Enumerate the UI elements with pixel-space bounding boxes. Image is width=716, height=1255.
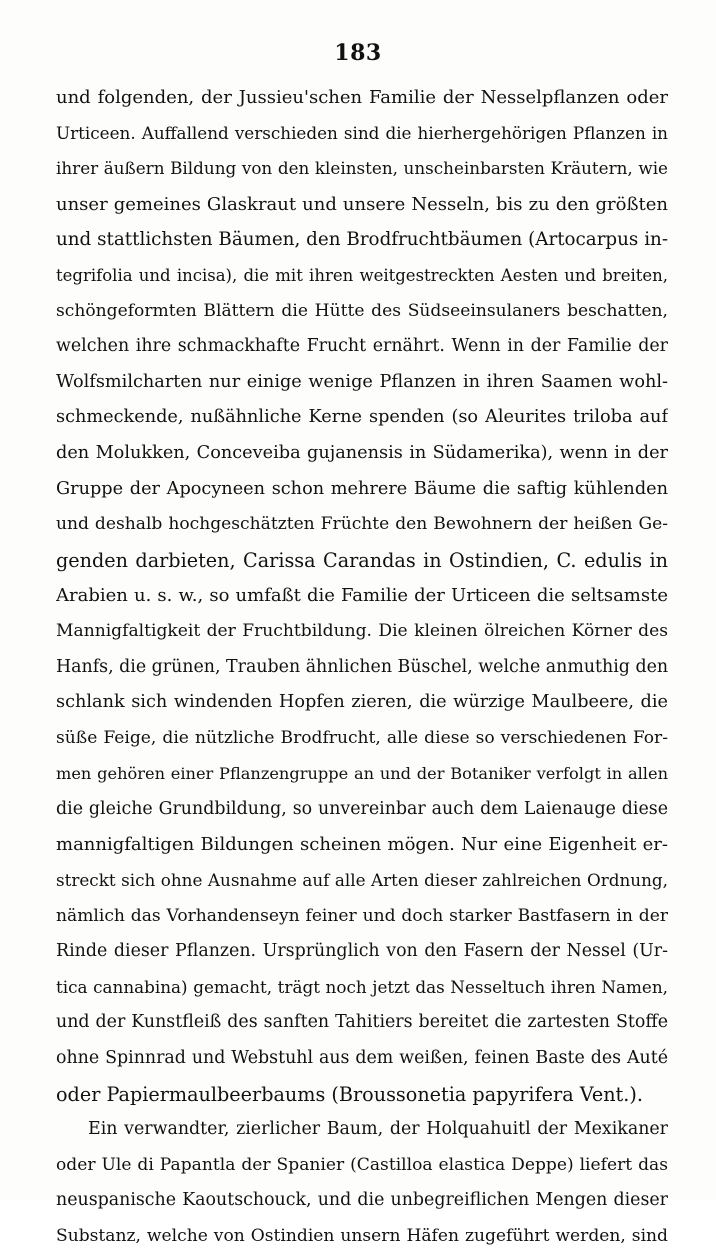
text-line: nämlich das Vorhandenseyn feiner und doch starker Bastfasern in der	[56, 905, 668, 926]
text-line: und der Kunstfleiß des sanften Tahitiers bereitet die zartesten Stoffe	[56, 1012, 668, 1033]
text-line: Gruppe der Apocyneen schon mehrere Bäume die saftig kühlenden	[56, 478, 668, 499]
paragraph-first-line: Ein verwandter, zierlicher Baum, der Holquahuitl der Mexikaner	[88, 1119, 668, 1140]
text-line: tica cannabina) gemacht, trägt noch jetzt das Nesseltuch ihren Namen,	[56, 976, 668, 997]
text-line: süße Feige, die nützliche Brodfrucht, alle diese so verschiedenen For-	[56, 727, 668, 748]
text-line: Urticeen. Auffallend verschieden sind die hierhergehörigen Pflanzen in	[56, 122, 668, 143]
text-line: und stattlichsten Bäumen, den Brodfruchtbäumen (Artocarpus in-	[56, 229, 668, 251]
text-line: Rinde dieser Pflanzen. Ursprünglich von den Fasern der Nessel (Ur-	[56, 941, 668, 962]
text-line: neuspanische Kaoutschouck, und die unbegreiflichen Mengen dieser	[56, 1190, 668, 1211]
body-text	[56, 80, 668, 1255]
page-number: 183	[334, 40, 382, 66]
text-line: den Molukken, Conceveiba gujanensis in Südamerika), wenn in der	[56, 442, 668, 463]
text-line: Mannigfaltigkeit der Fruchtbildung. Die kleinen ölreichen Körner des	[56, 620, 668, 641]
text-line: unser gemeines Glaskraut und unsere Nesseln, bis zu den größten	[56, 193, 668, 215]
text-line: mannigfaltigen Bildungen scheinen mögen. Nur eine Eigenheit er-	[56, 834, 668, 856]
text-line: welchen ihre schmackhafte Frucht ernährt. Wenn in der Familie der	[56, 336, 668, 357]
text-line: ohne Spinnrad und Webstuhl aus dem weißen, feinen Baste des Auté	[56, 1048, 668, 1069]
text-line: und folgenden, der Jussieu'schen Familie der Nesselpflanzen oder	[56, 87, 668, 108]
text-line: schöngeformten Blättern die Hütte des Südseeinsulaners beschatten,	[56, 300, 668, 321]
text-line: Substanz, welche von Ostindien unsern Häfen zugeführt werden, sind	[56, 1226, 668, 1246]
text-line: ihrer äußern Bildung von den kleinsten, unscheinbarsten Kräutern, wie	[56, 158, 668, 179]
text-line: die gleiche Grundbildung, so unvereinbar auch dem Laienauge diese	[56, 798, 668, 819]
text-line: schlank sich windenden Hopfen zieren, die würzige Maulbeere, die	[56, 692, 668, 713]
text-line: schmeckende, nußähnliche Kerne spenden (so Aleurites triloba auf	[56, 407, 668, 428]
text-line: und deshalb hochgeschätzten Früchte den Bewohnern der heißen Ge-	[56, 514, 668, 535]
text-line: Wolfsmilcharten nur einige wenige Pflanzen in ihren Saamen wohl-	[56, 371, 668, 392]
text-line: Arabien u. s. w., so umfaßt die Familie der Urticeen die seltsamste	[56, 585, 668, 607]
text-line: tegrifolia und incisa), die mit ihren weitgestreckten Aesten und breiten,	[56, 265, 668, 285]
text-line: streckt sich ohne Ausnahme auf alle Arten dieser zahlreichen Ordnung,	[56, 870, 668, 891]
text-line: oder Ule di Papantla der Spanier (Castilloa elastica Deppe) liefert das	[56, 1154, 668, 1175]
paragraph-last-line: oder Papiermaulbeerbaums (Broussonetia papyrifera Vent.).	[56, 1082, 643, 1106]
text-line: men gehören einer Pflanzengruppe an und der Botaniker verfolgt in allen	[56, 764, 668, 784]
text-line: genden darbieten, Carissa Carandas in Ostindien, C. edulis in	[56, 548, 668, 572]
text-line: Hanfs, die grünen, Trauben ähnlichen Büschel, welche anmuthig den	[56, 656, 668, 677]
